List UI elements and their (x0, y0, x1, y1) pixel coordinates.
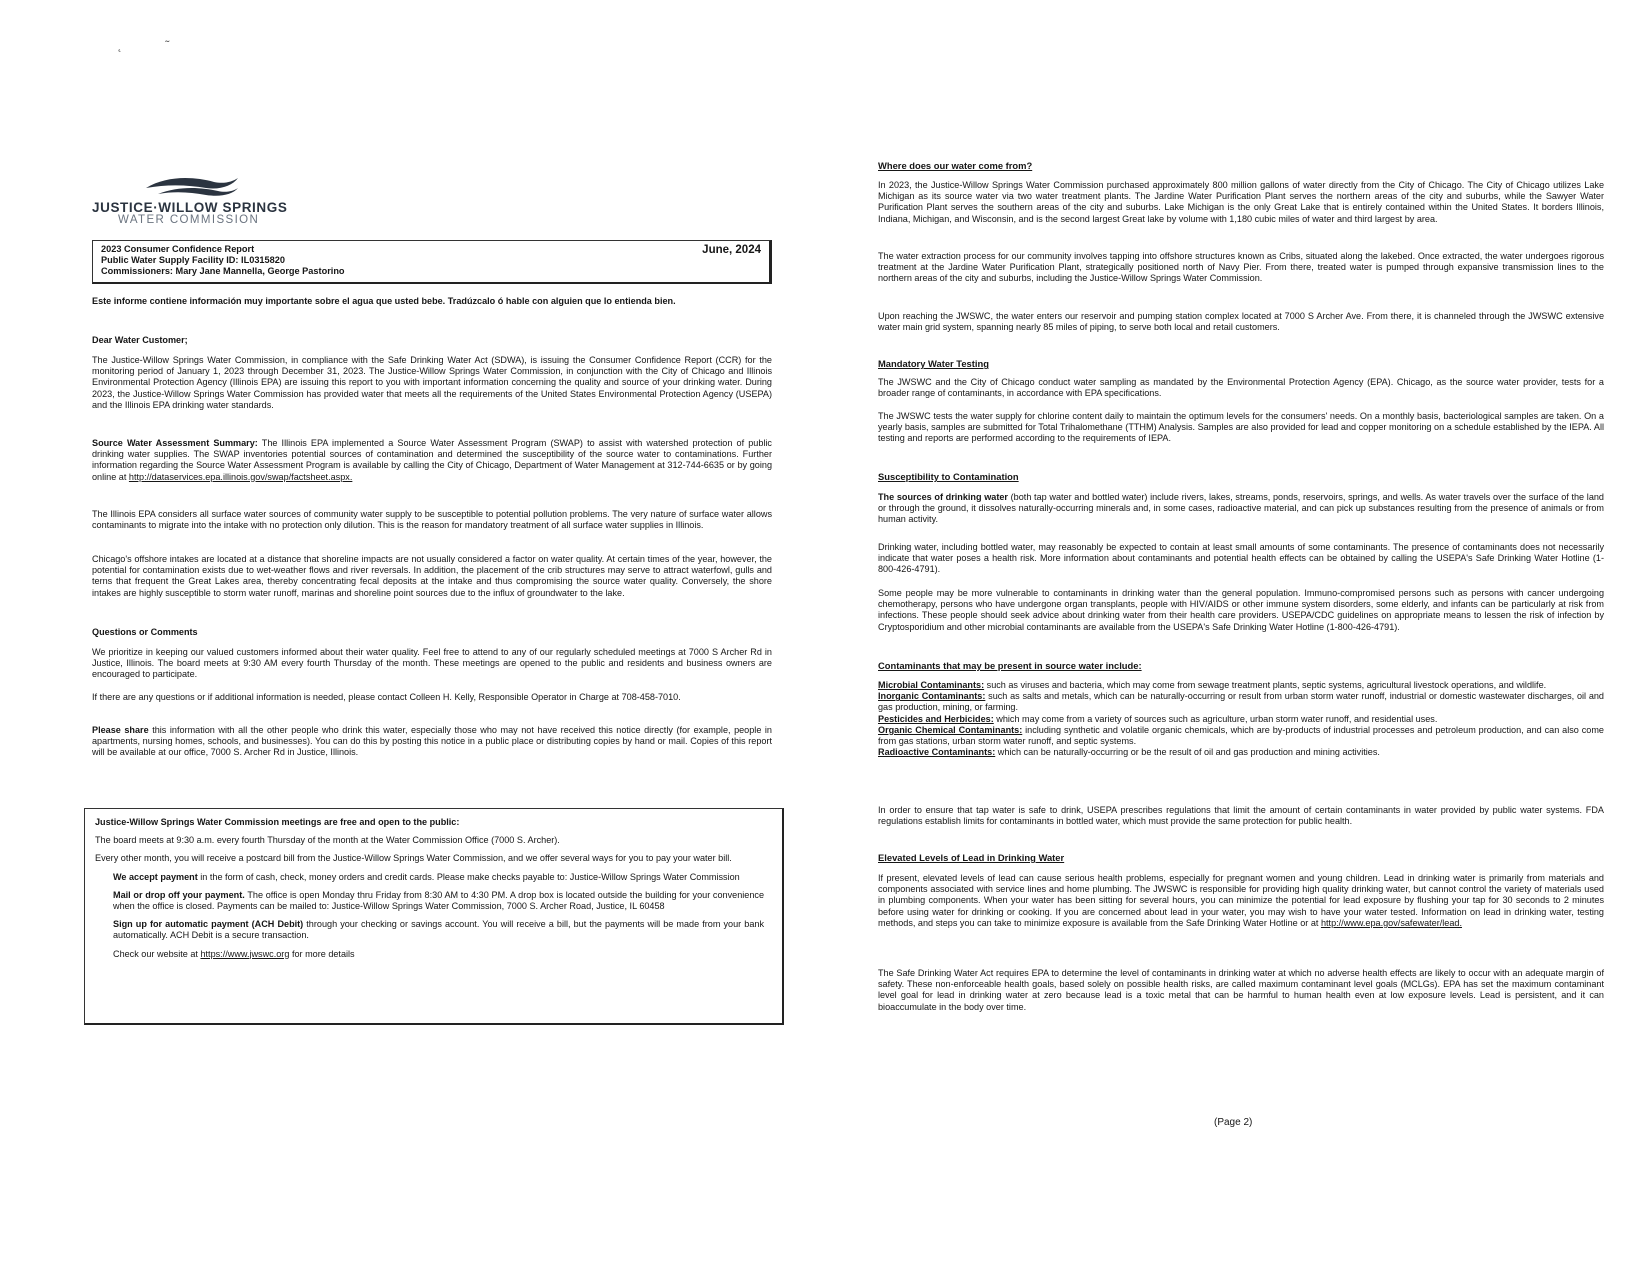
susceptibility-paragraph-2: Drinking water, including bottled water, may reasonably be expected to contain at least small amounts of some contaminants. The presence of contaminants does not necessarily indicate that water poses a health risk. More information about contaminants and potential health effects can be obtained by calling the USEPA's Safe Drinking Water Hotline (1-800-426-4791). (878, 542, 1604, 575)
contaminants-list (878, 680, 1604, 758)
website-line: Check our website at https://www.jwswc.org for more details (113, 948, 355, 959)
susceptibility-paragraph-3: Some people may be more vulnerable to contaminants in drinking water than the general population. Immuno-compromised persons such as persons with cancer undergoing chemotherapy, persons who have undergone organ transplants, people with HIV/AIDS or other immune system disorders, some elderly, and infants can be particularly at risk from infections. These people should seek advice about drinking water from their health care providers. USEPA/CDC guidelines on appropriate means to lessen the risk of infection by Cryptosporidium and other microbial contaminants are available from the USEPA's Safe Drinking Water Hotline (1-800-426-4791). (878, 588, 1604, 632)
lead-paragraph-2: The Safe Drinking Water Act requires EPA to determine the level of contaminants in drinking water at which no adverse health effects are likely to occur with an adequate margin of safety. These non-enforceable health goals, based solely on possible health risks, are called maximum contaminant level goals (MCLGs). EPA has set the maximum contaminant level goal for lead in drinking water at zero because lead is a toxic metal that can be harmful to human health even at low exposure levels. Lead is persistent, and it can bioaccumulate in the body over time. (878, 968, 1604, 1012)
list-item: Microbial Contaminants: such as viruses and bacteria, which may come from sewage treatment plants, septic systems, agricultural livestock operations, and wildlife. (878, 680, 1547, 690)
mail-payment: Mail or drop off your payment. The office is open Monday thru Friday from 8:30 AM to 4:30 PM. A drop box is located outside the building for your convenience when the office is closed. Payments can be mailed to: Justice-Willow Springs Water Commission, 7000 S. Archer Road, Justice, IL 60458 (113, 889, 765, 912)
contact-paragraph: If there are any questions or if additional information is needed, please contact Colleen H. Kelly, Responsible Operator in Charge at 708-458-7010. (92, 692, 681, 702)
list-item: Organic Chemical Contaminants: including synthetic and volatile organic chemicals, which are by-products of industrial processes and petroleum production, and can also come from gas stations, urban storm water runoff, and septic systems. (878, 724, 1604, 747)
testing-paragraph-1: The JWSWC and the City of Chicago conduct water sampling as mandated by the Environmental Protection Agency (EPA). Chicago, as the source water provider, tests for a broader range of contaminants, in accordance with EPA specifications. (878, 377, 1604, 399)
testing-heading: Mandatory Water Testing (878, 358, 989, 369)
facility-id: Public Water Supply Facility ID: IL0315820 (101, 255, 285, 265)
surface-water-paragraph: The Illinois EPA considers all surface water sources of community water supply to be susceptible to potential pollution problems. The very nature of surface water allows contaminants to migrate into the intake with no protection only dilution. This is the reason for mandatory treatment of all surface water supplies in Illinois. (92, 509, 772, 531)
questions-heading: Questions or Comments (92, 627, 198, 637)
where-paragraph-2: The water extraction process for our community involves tapping into offshore structures known as Cribs, situated along the lakebed. Once extracted, the water undergoes rigorous treatment at the Jardine Water Purification Plant, strategically positioned north of Navy Pier. From there, treated water is pumped through expansive transmission lines to the northern areas of the city and suburbs, including the Justice-Willow Springs Water Commission. (878, 251, 1604, 284)
where-heading: Where does our water come from? (878, 160, 1033, 171)
board-meeting-text: The board meets at 9:30 a.m. every fourth Thursday of the month at the Water Commission Office (7000 S. Archer). (95, 835, 560, 846)
report-date: June, 2024 (702, 244, 761, 256)
water-wave-icon (144, 172, 240, 198)
intro-paragraph: The Justice-Willow Springs Water Commission, in compliance with the Safe Drinking Water Act (SDWA), is issuing the Consumer Confidence Report (CCR) for the monitoring period of January 1, 2023 through December 31, 2023. The Justice-Willow Springs Water Commission, in conjunction with the City of Chicago and Illinois Environmental Protection Agency (Illinois EPA) are issuing this report to you with important information concerning the quality and source of your drinking water. During 2023, the Justice-Willow Springs Water Commission has provided water that meets all the requirements of the United States Environmental Protection Agency (USEPA) and the Illinois EPA drinking water standards. (92, 355, 772, 410)
swap-paragraph (92, 438, 772, 483)
ach-payment: Sign up for automatic payment (ACH Debit) through your checking or savings account. You will receive a bill, but the payments will be made from your bank automatically. ACH Debit is a secure transaction. (113, 919, 764, 941)
testing-paragraph-2: The JWSWC tests the water supply for chlorine content daily to maintain the optimum levels for the consumers' needs. On a monthly basis, bacteriological samples are taken. On a yearly basis, samples are submitted for Total Trihalomethane (TTHM) Analysis. Samples are also provided for lead and copper monitoring on a schedule established by the IEPA. All testing and reports are performed according to the requirements of IEPA. (878, 411, 1604, 444)
swap-text: The Illinois EPA implemented a Source Water Assessment Program (SWAP) to assist with watershed protection of public drinking water supplies. The SWAP inventories potential sources of contamination and determined the susceptibility of the source water to contaminations. Further information regarding the Source Water Assessment Program is available by calling the City of Chicago, Department of Water Management at 312-744-6635 or by going online at (92, 438, 772, 482)
org-name: JUSTICE·WILLOW SPRINGS (92, 200, 288, 215)
public-meetings-box (84, 808, 784, 1025)
share-label: Please share (92, 725, 149, 735)
greeting: Dear Water Customer; (92, 335, 188, 345)
public-box-heading: Justice-Willow Springs Water Commission meetings are free and open to the public: (95, 817, 460, 827)
report-info-box (92, 240, 772, 284)
share-paragraph: Please share this information with all the other people who drink this water, especially those who may not have received this notice directly (for example, people in apartments, nursing homes, schools, and businesses). You can do this by posting this notice in a public place or distributing copies by hand or mail. Copies of this report will be available at our office, 7000 S. Archer Rd in Justice, Illinois. (92, 725, 772, 758)
org-logo (92, 172, 322, 226)
spanish-notice: Este informe contiene información muy importante sobre el agua que usted bebe. Tradúzcalo ó hable con alguien que lo entienda bien. (92, 296, 676, 306)
lead-link[interactable]: http://www.epa.gov/safewater/lead. (1320, 917, 1462, 928)
report-title: 2023 Consumer Confidence Report (101, 244, 255, 254)
lead-heading: Elevated Levels of Lead in Drinking Water (878, 852, 1065, 863)
where-paragraph-3: Upon reaching the JWSWC, the water enters our reservoir and pumping station complex located at 7000 S Archer Ave. From there, it is channeled through the JWSWC extensive water main grid system, spanning nearly 85 miles of piping, to serve both local and retail customers. (878, 311, 1604, 333)
org-subtitle: WATER COMMISSION (118, 214, 260, 226)
contaminants-heading: Contaminants that may be present in source water include: (878, 660, 1142, 671)
contaminants-regulation-paragraph: In order to ensure that tap water is safe to drink, USEPA prescribes regulations that limit the amount of certain contaminants in water provided by public water systems. FDA regulations establish limits for contaminants in bottled water, which must provide the same protection for public health. (878, 805, 1604, 827)
list-item: Inorganic Contaminants: such as salts and metals, which can be naturally-occurring or result from urban storm water runoff, industrial or domestic wastewater discharges, oil and gas production, mining, or farming. (878, 691, 1604, 713)
list-item: Radioactive Contaminants: which can be naturally-occurring or be the result of oil and gas production and mining activities. (878, 747, 1380, 758)
where-paragraph-1: In 2023, the Justice-Willow Springs Water Commission purchased approximately 800 million gallons of water directly from the City of Chicago. The City of Chicago utilizes Lake Michigan as its source water via two water treatment plants. The Jardine Water Purification Plant serves the northern areas of the city and suburbs, while the Sawyer Water Purification Plant serves the southern areas of the city and suburbs. Lake Michigan is the only Great Lake that is entirely contained within the United States. It borders Illinois, Indiana, Michigan, and Wisconsin, and is the second largest Great lake by volume with 1,180 cubic miles of water and third largest by area. (878, 180, 1604, 224)
swap-label: Source Water Assessment Summary: (92, 438, 258, 448)
offshore-paragraph: Chicago's offshore intakes are located at a distance that shoreline impacts are not usually considered a factor on water quality. At certain times of the year, however, the potential for contamination exists due to wet-weather flows and river reversals. In addition, the placement of the crib structures may serve to attract waterfowl, gulls and terns that frequent the Great Lakes area, thereby concentrating fecal deposits at the intake and thus compromising the source water quality. Conversely, the shore intakes are highly susceptible to storm water runoff, marinas and shoreline point sources due to the influx of groundwater to the lake. (92, 554, 772, 598)
susceptibility-heading: Susceptibility to Contamination (878, 471, 1019, 482)
list-item: Pesticides and Herbicides: which may come from a variety of sources such as agriculture, urban storm water runoff, and residential uses. (878, 713, 1438, 724)
payment-methods: We accept payment in the form of cash, check, money orders and credit cards. Please make checks payable to: Justice-Willow Springs Water Commission (113, 871, 740, 882)
scan-marks: ˛ ˜ (118, 38, 190, 52)
susceptibility-paragraph-1: The sources of drinking water (both tap water and bottled water) include rivers, lakes, streams, ponds, reservoirs, springs, and wells. As water travels over the surface of the land or through the ground, it dissolves naturally-occurring minerals and, in some cases, radioactive material, and can pick up substances resulting from the presence of animals or from human activity. (878, 492, 1604, 525)
page-number: (Page 2) (1214, 1117, 1253, 1128)
billing-text: Every other month, you will receive a postcard bill from the Justice-Willow Springs Water Commission, and we offer several ways for you to pay your water bill. (95, 853, 732, 864)
swap-link[interactable]: http://dataservices.epa.illinois.gov/swap/factsheet.aspx. (128, 471, 353, 482)
lead-paragraph-1: If present, elevated levels of lead can cause serious health problems, especially for pregnant women and young children. Lead in drinking water is primarily from materials and components associated with service lines and home plumbing. The JWSWC is responsible for providing high quality drinking water, but cannot control the variety of materials used in plumbing components. When your water has been sitting for several hours, you can minimize the potential for lead exposure by flushing your tap for 30 seconds to 2 minutes before using water for drinking or cooking. If you are concerned about lead in your water, you may wish to have your water tested. Information on lead in drinking water, testing methods, and steps you can take to minimize exposure is available from the Safe Drinking Water Hotline or at http://www.epa.gov/safewater/lead. (878, 873, 1604, 928)
website-link[interactable]: https://www.jwswc.org (200, 948, 290, 959)
questions-paragraph: We prioritize in keeping our valued customers informed about their water quality. Feel free to attend to any of our regularly scheduled meetings at 7000 S Archer Rd in Justice, Illinois. The board meets at 9:30 AM every fourth Thursday of the month. These meetings are opened to the public and residents and business owners are encouraged to participate. (92, 647, 772, 680)
commissioners: Commissioners: Mary Jane Mannella, George Pastorino (101, 266, 345, 276)
